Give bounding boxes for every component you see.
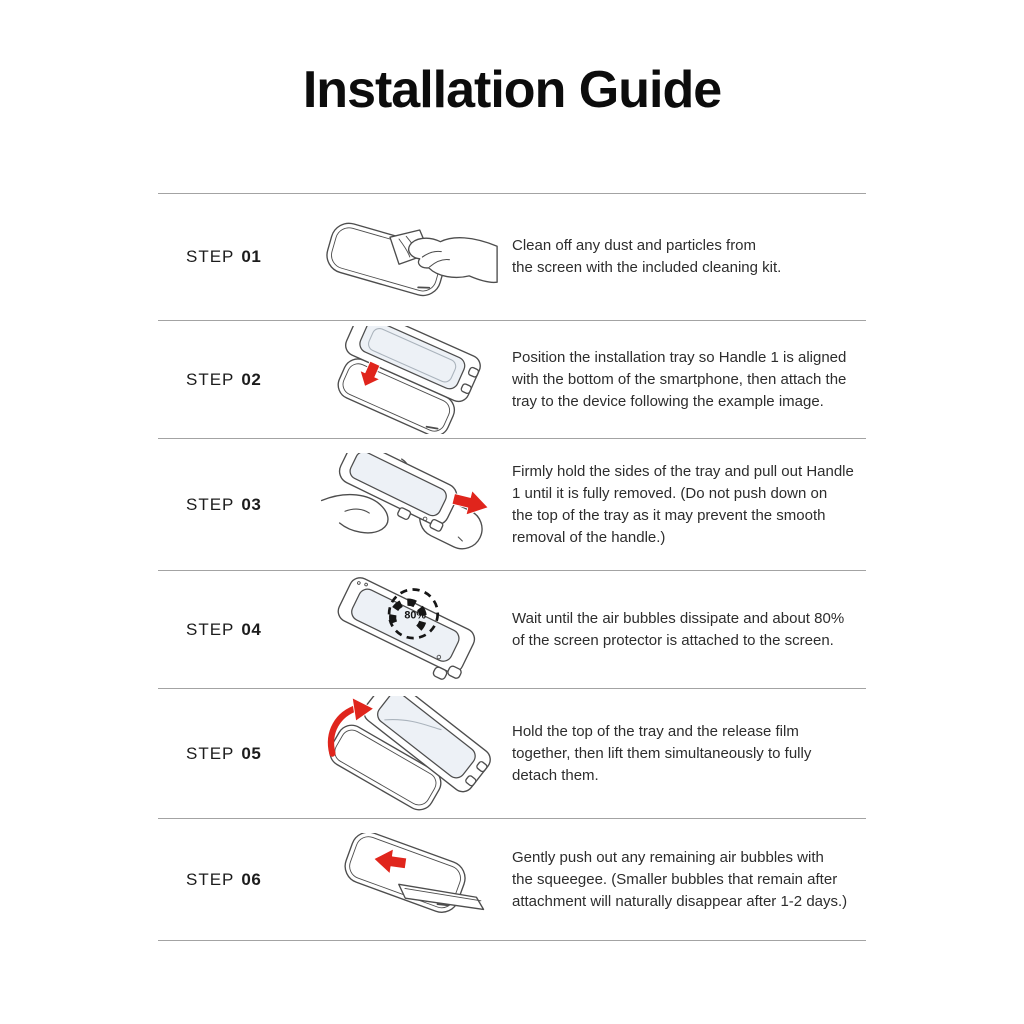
step-row-03 <box>158 438 866 570</box>
step-word: STEP <box>186 494 235 514</box>
progress-badge-text: 80% <box>404 608 426 621</box>
step-number: 01 <box>241 247 262 266</box>
step-description-02: Position the installation tray so Handle 1 is aligned with the bottom of the smartphone, then attach the tray to the device following the example image. <box>512 348 847 410</box>
step-description-03: Firmly hold the sides of the tray and pull out Handle 1 until it is fully removed. (Do not push down on the top of the tray as it may prevent the smooth removal of the handle.) <box>512 462 854 546</box>
step-description-04: Wait until the air bubbles dissipate and about 80% of the screen protector is attached to the screen. <box>512 609 845 649</box>
step-label-05 <box>158 744 304 764</box>
step-number: 06 <box>241 869 262 889</box>
step-number: 05 <box>241 743 262 763</box>
step-word: STEP <box>186 369 235 389</box>
step-number: 04 <box>241 619 262 639</box>
step-number: 02 <box>241 369 262 389</box>
step-row-05 <box>158 688 866 818</box>
step-description-01: Clean off any dust and particles from the screen with the included cleaning kit. <box>512 237 782 276</box>
step-word: STEP <box>186 869 235 889</box>
step-word: STEP <box>186 619 235 639</box>
step-row-02 <box>158 320 866 438</box>
tray-80-percent-icon <box>304 576 512 684</box>
step-word: STEP <box>186 247 235 266</box>
step-label-04 <box>158 620 304 640</box>
squeegee-push-bubbles-icon <box>304 833 512 927</box>
hand-pulling-handle-icon <box>304 453 512 557</box>
step-word: STEP <box>186 743 235 763</box>
step-label-03 <box>158 495 304 515</box>
step-number: 03 <box>241 494 262 514</box>
step-label-06 <box>158 870 304 890</box>
step-description-05: Hold the top of the tray and the release film together, then lift them simultaneously to fully detach them. <box>512 722 812 784</box>
tray-over-phone-icon <box>304 326 512 434</box>
step-row-04 <box>158 570 866 688</box>
step-label-01 <box>158 247 304 267</box>
step-row-01 <box>158 193 866 320</box>
page-title: Installation Guide <box>302 61 722 119</box>
step-row-06 <box>158 818 866 940</box>
step-description-06: Gently push out any remaining air bubbles with the squeegee. (Smaller bubbles that remain after attachment will naturally disappear after 1-2 days.) <box>512 848 848 910</box>
lift-tray-release-film-icon <box>304 696 512 812</box>
steps-table <box>158 193 866 941</box>
hand-cleaning-phone-icon <box>304 212 512 302</box>
step-label-02 <box>158 370 304 390</box>
